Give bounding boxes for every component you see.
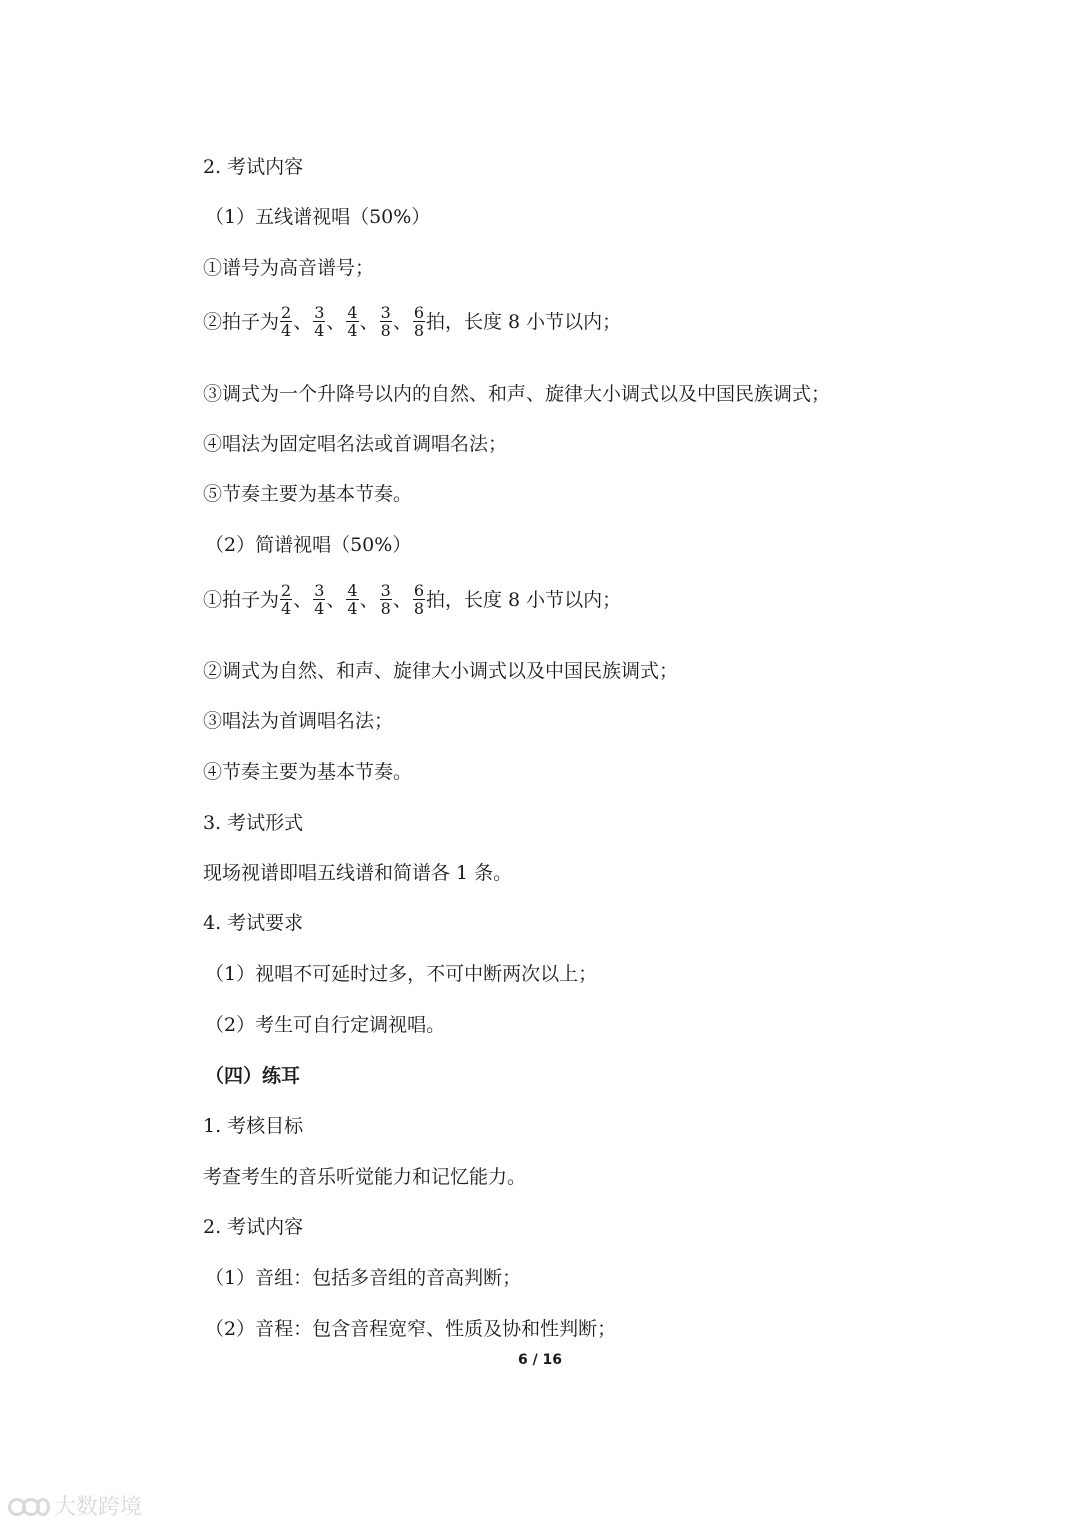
subsection-staff-sight-singing: （1）五线谱视唱（50%） <box>205 206 431 228</box>
meter-prefix: ①拍子为 <box>203 588 280 611</box>
time-signature: $\frac{2}{4}$ <box>281 303 292 340</box>
item-rhythm-staff: ⑤节奏主要为基本节奏。 <box>203 483 413 505</box>
item-meter-staff: ②拍子为 $\frac{2}{4}$ 、 $\frac{3}{4}$ 、 $\frac{4}{4}$ 、 $\frac{3}{8}$ 、 $\frac{6}{8}$ 拍，长度 8 小节以内； <box>203 303 622 340</box>
item-rhythm-numbered: ④节奏主要为基本节奏。 <box>203 761 413 783</box>
paragraph-exam-format: 现场视谱即唱五线谱和简谱各 1 条。 <box>203 862 513 884</box>
requirement-item-1: （1）视唱不可延时过多，不可中断两次以上； <box>205 963 598 985</box>
watermark-logo-icon <box>8 1494 50 1518</box>
time-signature: $\frac{4}{4}$ <box>347 303 358 340</box>
meter-suffix: 拍，长度 8 小节以内； <box>426 310 622 333</box>
time-signature: $\frac{2}{4}$ <box>281 581 292 618</box>
time-signature: $\frac{6}{8}$ <box>413 303 425 340</box>
time-signature: $\frac{3}{4}$ <box>314 581 325 618</box>
watermark-text: 大数跨境 <box>54 1495 143 1520</box>
item-mode-numbered: ②调式为自然、和声、旋律大小调式以及中国民族调式； <box>203 660 679 682</box>
time-signature: $\frac{3}{8}$ <box>380 581 391 618</box>
item-solfege-staff: ④唱法为固定唱名法或首调唱名法； <box>203 433 508 455</box>
time-signature: $\frac{4}{4}$ <box>347 581 358 618</box>
time-signature: $\frac{3}{4}$ <box>314 303 325 340</box>
requirement-item-2: （2）考生可自行定调视唱。 <box>205 1014 446 1036</box>
section-heading-exam-content-2: 2. 考试内容 <box>203 1216 304 1238</box>
watermark <box>8 1490 142 1521</box>
meter-suffix: 拍，长度 8 小节以内； <box>426 588 622 611</box>
item-solfege-numbered: ③唱法为首调唱名法； <box>203 710 394 732</box>
content-item-pitch-group: （1）音组：包括多音组的音高判断； <box>205 1267 522 1289</box>
paragraph-assessment-goal: 考查考生的音乐听觉能力和记忆能力。 <box>203 1166 527 1188</box>
section-heading-assessment-goal: 1. 考核目标 <box>203 1115 304 1137</box>
subsection-numbered-sight-singing: （2）简谱视唱（50%） <box>205 534 412 556</box>
item-mode-staff: ③调式为一个升降号以内的自然、和声、旋律大小调式以及中国民族调式； <box>203 383 831 405</box>
time-signature: $\frac{3}{8}$ <box>380 303 391 340</box>
section-heading-exam-format: 3. 考试形式 <box>203 812 304 834</box>
page-number: 6 / 16 <box>517 1352 563 1368</box>
time-signature: $\frac{6}{8}$ <box>413 581 425 618</box>
chapter-heading-ear-training: （四）练耳 <box>205 1065 301 1087</box>
meter-prefix: ②拍子为 <box>203 310 280 333</box>
item-clef: ①谱号为高音谱号； <box>203 257 375 279</box>
section-heading-exam-content: 2. 考试内容 <box>203 156 304 178</box>
section-heading-exam-requirements: 4. 考试要求 <box>203 912 304 934</box>
item-meter-numbered: ①拍子为 $\frac{2}{4}$ 、 $\frac{3}{4}$ 、 $\frac{4}{4}$ 、 $\frac{3}{8}$ 、 $\frac{6}{8}$ 拍，长度 8 小节以内； <box>203 581 622 618</box>
content-item-interval: （2）音程：包含音程宽窄、性质及协和性判断； <box>205 1318 617 1340</box>
